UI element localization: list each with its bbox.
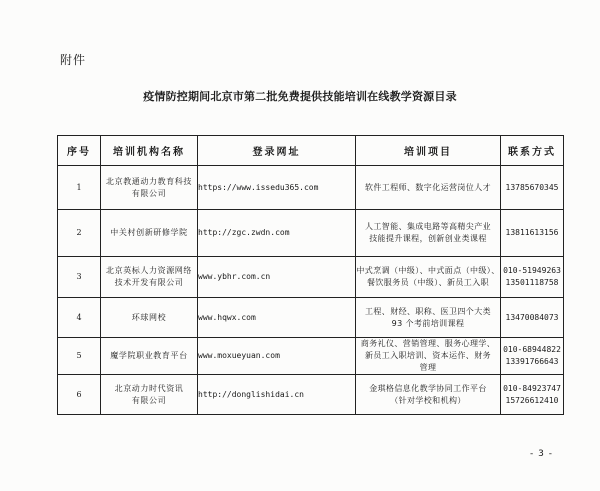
login-url-text: https://www.issedu365.com bbox=[198, 182, 319, 192]
row-number-cell bbox=[58, 298, 101, 338]
org-name-text: 北京教通动力教育科技 bbox=[106, 176, 192, 186]
contact-info-cell bbox=[501, 298, 564, 338]
login-url-cell bbox=[198, 298, 356, 338]
login-url-text: http://donglishidai.cn bbox=[198, 389, 304, 399]
row-number-text: 6 bbox=[76, 389, 82, 399]
org-name-cell bbox=[101, 257, 198, 298]
org-name-text: 环球网校 bbox=[131, 312, 167, 322]
org-name-cell bbox=[101, 298, 198, 338]
org-name-cell bbox=[101, 375, 198, 415]
row-number-text: 3 bbox=[76, 272, 82, 281]
login-url-cell bbox=[198, 257, 356, 298]
org-name-text: 北京英标人力资源网络 bbox=[106, 266, 192, 275]
contact-info-text: 010-51949263 bbox=[503, 266, 561, 275]
login-url-text: www.hqwx.com bbox=[198, 312, 256, 322]
row-number-text: 1 bbox=[76, 182, 82, 192]
page-number: - 3 - bbox=[530, 449, 553, 459]
org-name-cell bbox=[101, 166, 198, 210]
org-name-text: 有限公司 bbox=[131, 395, 167, 405]
contact-info-text: 010-68944822 bbox=[503, 345, 561, 354]
table-row bbox=[58, 210, 564, 257]
contact-info-text: 13391766643 bbox=[505, 357, 559, 366]
contact-info-cell bbox=[501, 338, 564, 375]
table-header bbox=[58, 136, 564, 166]
header-row bbox=[58, 136, 564, 166]
training-program-text: （针对学校和机构） bbox=[390, 395, 466, 405]
training-program-cell bbox=[356, 298, 501, 338]
org-name-text: 技术开发有限公司 bbox=[114, 278, 184, 287]
table-row bbox=[58, 257, 564, 298]
table-row bbox=[58, 375, 564, 415]
contact-info-text: 13785670345 bbox=[505, 182, 559, 192]
training-program-text: 金琪格信息化教学协同工作平台 bbox=[369, 383, 487, 393]
training-program-text: 管理 bbox=[419, 363, 437, 372]
header-number: 序号 bbox=[58, 136, 101, 166]
row-number-cell bbox=[58, 166, 101, 210]
row-number-cell bbox=[58, 210, 101, 257]
table-body bbox=[58, 166, 564, 415]
table-row bbox=[58, 166, 564, 210]
login-url-cell bbox=[198, 338, 356, 375]
training-program-text: 餐饮服务员（中级）、新员工入职 bbox=[367, 278, 489, 287]
contact-info-text: 13811613156 bbox=[505, 228, 559, 237]
login-url-text: www.ybhr.com.cn bbox=[198, 272, 271, 281]
header-login-url: 登录网址 bbox=[198, 136, 356, 166]
table-row bbox=[58, 338, 564, 375]
login-url-cell bbox=[198, 210, 356, 257]
contact-info-text: 15726612410 bbox=[505, 395, 559, 405]
org-name-cell bbox=[101, 210, 198, 257]
training-program-text: 人工智能、集成电路等高精尖产业 bbox=[365, 222, 491, 231]
contact-info-text: 13470084073 bbox=[505, 312, 559, 322]
login-url-text: www.moxueyuan.com bbox=[198, 351, 280, 360]
login-url-cell bbox=[198, 375, 356, 415]
row-number-cell bbox=[58, 257, 101, 298]
row-number-text: 4 bbox=[76, 312, 82, 322]
training-program-cell bbox=[356, 375, 501, 415]
header-org-name: 培训机构名称 bbox=[101, 136, 198, 166]
org-name-text: 中关村创新研修学院 bbox=[110, 228, 188, 237]
training-program-text: 中式烹调（中级）、中式面点（中级）、 bbox=[356, 266, 500, 275]
contact-info-text: 13501118758 bbox=[505, 278, 559, 287]
contact-info-cell bbox=[501, 210, 564, 257]
row-number-text: 2 bbox=[76, 228, 82, 237]
contact-info-cell bbox=[501, 257, 564, 298]
training-program-text: 商务礼仪、营销管理、服务心理学、 bbox=[360, 339, 496, 348]
training-program-text: 新员工入职培训、资本运作、财务 bbox=[365, 351, 491, 360]
header-training-program: 培训项目 bbox=[356, 136, 501, 166]
row-number-cell bbox=[58, 375, 101, 415]
training-program-text: 技能提升课程，创新创业类课程 bbox=[369, 234, 487, 243]
training-program-cell bbox=[356, 257, 501, 298]
training-program-text: 工程、财经、职称、医卫四个大类 bbox=[365, 306, 491, 316]
org-name-text: 有限公司 bbox=[131, 188, 167, 198]
training-program-cell bbox=[356, 210, 501, 257]
org-name-text: 北京动力时代资讯 bbox=[114, 383, 184, 393]
row-number-text: 5 bbox=[76, 351, 82, 360]
contact-info-text: 010-84923747 bbox=[503, 383, 561, 393]
row-number-cell bbox=[58, 338, 101, 375]
contact-info-cell bbox=[501, 375, 564, 415]
login-url-text: http://zgc.zwdn.com bbox=[198, 228, 290, 237]
login-url-cell bbox=[198, 166, 356, 210]
contact-info-cell bbox=[501, 166, 564, 210]
training-program-text: 软件工程师、数字化运营岗位人才 bbox=[365, 182, 491, 192]
attachment-label: 附件 bbox=[60, 53, 87, 67]
org-name-text: 魔学院职业教育平台 bbox=[110, 351, 188, 360]
training-program-cell bbox=[356, 166, 501, 210]
resource-catalog-table bbox=[57, 135, 564, 415]
training-program-cell bbox=[356, 338, 501, 375]
training-program-text: 93 个考前培训课程 bbox=[391, 318, 465, 328]
org-name-cell bbox=[101, 338, 198, 375]
document-title: 疫情防控期间北京市第二批免费提供技能培训在线教学资源目录 bbox=[143, 90, 457, 103]
header-contact: 联系方式 bbox=[501, 136, 564, 166]
table-row bbox=[58, 298, 564, 338]
